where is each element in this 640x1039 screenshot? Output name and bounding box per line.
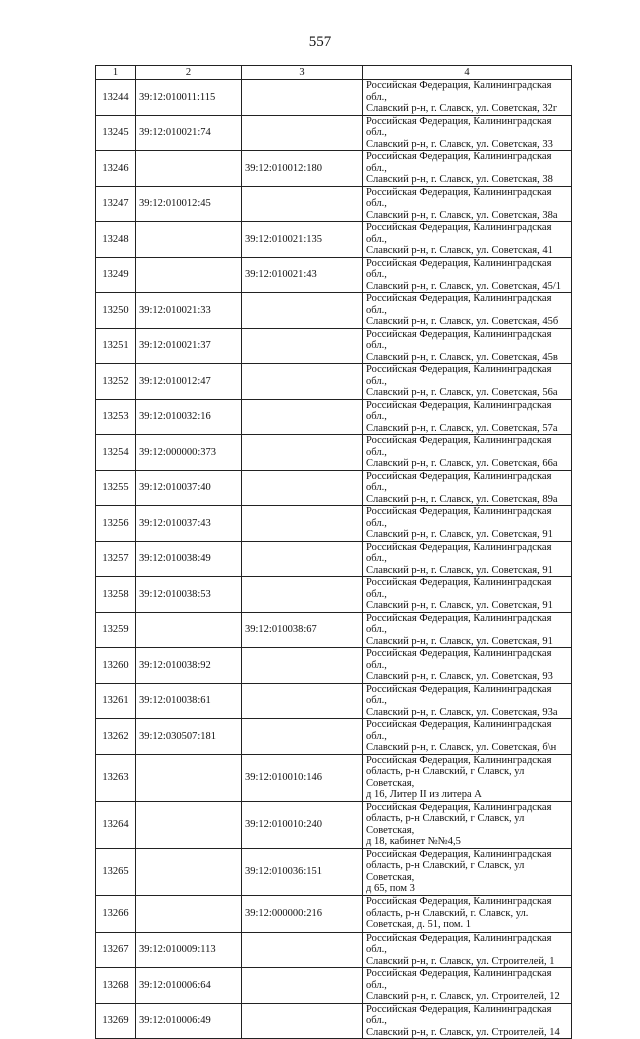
row-number-cell: 13251 — [96, 328, 136, 364]
header-col-1: 1 — [96, 66, 136, 80]
registry-table — [95, 65, 572, 1039]
row-number-cell: 13249 — [96, 257, 136, 293]
table-row — [96, 648, 572, 684]
table-row — [96, 399, 572, 435]
address-cell: Российская Федерация, Калининградская обл., Славский р-н, г. Славск, ул. Советская, 32г — [363, 80, 572, 116]
header-col-4: 4 — [363, 66, 572, 80]
cadastral-number-cell — [136, 222, 242, 258]
row-number-cell: 13247 — [96, 186, 136, 222]
address-cell: Российская Федерация, Калининградская обл., Славский р-н, г. Славск, ул. Советская, 91 — [363, 612, 572, 648]
related-cadastral-number-cell: 39:12:010010:146 — [242, 754, 363, 801]
related-cadastral-number-cell — [242, 506, 363, 542]
address-cell: Российская Федерация, Калининградская область, р-н Славский, г Славск, ул Советская, д 18, кабинет №№4,5 — [363, 801, 572, 848]
address-cell: Российская Федерация, Калининградская обл., Славский р-н, г. Славск, ул. Советская, 45/1 — [363, 257, 572, 293]
address-cell: Российская Федерация, Калининградская обл., Славский р-н, г. Славск, ул. Советская, 93 — [363, 648, 572, 684]
address-cell: Российская Федерация, Калининградская обл., Славский р-н, г. Славск, ул. Советская, 93а — [363, 683, 572, 719]
related-cadastral-number-cell — [242, 115, 363, 151]
related-cadastral-number-cell: 39:12:010021:135 — [242, 222, 363, 258]
address-cell: Российская Федерация, Калининградская обл., Славский р-н, г. Славск, ул. Советская, 56а — [363, 364, 572, 400]
table-row — [96, 683, 572, 719]
related-cadastral-number-cell — [242, 328, 363, 364]
address-cell: Российская Федерация, Калининградская обл., Славский р-н, г. Славск, ул. Советская, 38 — [363, 151, 572, 187]
table-row — [96, 115, 572, 151]
address-cell: Российская Федерация, Калининградская обл., Славский р-н, г. Славск, ул. Советская, 45в — [363, 328, 572, 364]
related-cadastral-number-cell — [242, 648, 363, 684]
cadastral-number-cell — [136, 848, 242, 895]
table-row — [96, 186, 572, 222]
row-number-cell: 13257 — [96, 541, 136, 577]
address-cell: Российская Федерация, Калининградская область, р-н Славский, г Славск, ул Советская, д 65, пом 3 — [363, 848, 572, 895]
table-row — [96, 1003, 572, 1039]
row-number-cell: 13268 — [96, 968, 136, 1004]
related-cadastral-number-cell — [242, 683, 363, 719]
table-row — [96, 435, 572, 471]
header-col-2: 2 — [136, 66, 242, 80]
row-number-cell: 13259 — [96, 612, 136, 648]
cadastral-number-cell: 39:12:010021:74 — [136, 115, 242, 151]
related-cadastral-number-cell — [242, 470, 363, 506]
table-row — [96, 754, 572, 801]
address-cell: Российская Федерация, Калининградская обл., Славский р-н, г. Славск, ул. Советская, 41 — [363, 222, 572, 258]
table-row — [96, 541, 572, 577]
row-number-cell: 13267 — [96, 932, 136, 968]
row-number-cell: 13258 — [96, 577, 136, 613]
address-cell: Российская Федерация, Калининградская обл., Славский р-н, г. Славск, ул. Строителей, 12 — [363, 968, 572, 1004]
table-row — [96, 328, 572, 364]
address-cell: Российская Федерация, Калининградская обл., Славский р-н, г. Славск, ул. Советская, 91 — [363, 577, 572, 613]
table-row — [96, 932, 572, 968]
header-row — [96, 66, 572, 80]
related-cadastral-number-cell — [242, 186, 363, 222]
header-col-3: 3 — [242, 66, 363, 80]
related-cadastral-number-cell — [242, 80, 363, 116]
row-number-cell: 13265 — [96, 848, 136, 895]
row-number-cell: 13254 — [96, 435, 136, 471]
cadastral-number-cell — [136, 801, 242, 848]
cadastral-number-cell: 39:12:010006:64 — [136, 968, 242, 1004]
related-cadastral-number-cell — [242, 364, 363, 400]
table-row — [96, 257, 572, 293]
address-cell: Российская Федерация, Калининградская область, р-н Славский, г. Славск, ул. Советская, д. 51, пом. 1 — [363, 895, 572, 932]
row-number-cell: 13262 — [96, 719, 136, 755]
cadastral-number-cell: 39:12:010038:53 — [136, 577, 242, 613]
cadastral-number-cell — [136, 151, 242, 187]
table-row — [96, 801, 572, 848]
related-cadastral-number-cell: 39:12:010021:43 — [242, 257, 363, 293]
cadastral-number-cell — [136, 257, 242, 293]
address-cell: Российская Федерация, Калининградская обл., Славский р-н, г. Славск, ул. Строителей, 14 — [363, 1003, 572, 1039]
address-cell: Российская Федерация, Калининградская обл., Славский р-н, г. Славск, ул. Советская, 66а — [363, 435, 572, 471]
table-row — [96, 968, 572, 1004]
cadastral-number-cell: 39:12:030507:181 — [136, 719, 242, 755]
table-row — [96, 577, 572, 613]
cadastral-number-cell — [136, 895, 242, 932]
page-number: 557 — [308, 34, 332, 50]
cadastral-number-cell: 39:12:010037:43 — [136, 506, 242, 542]
cadastral-number-cell: 39:12:010006:49 — [136, 1003, 242, 1039]
cadastral-number-cell: 39:12:010037:40 — [136, 470, 242, 506]
row-number-cell: 13255 — [96, 470, 136, 506]
related-cadastral-number-cell: 39:12:010038:67 — [242, 612, 363, 648]
cadastral-number-cell: 39:12:010009:113 — [136, 932, 242, 968]
cadastral-number-cell: 39:12:010011:115 — [136, 80, 242, 116]
row-number-cell: 13263 — [96, 754, 136, 801]
table-row — [96, 848, 572, 895]
cadastral-number-cell: 39:12:000000:373 — [136, 435, 242, 471]
related-cadastral-number-cell: 39:12:010036:151 — [242, 848, 363, 895]
table-row — [96, 80, 572, 116]
related-cadastral-number-cell: 39:12:010010:240 — [242, 801, 363, 848]
related-cadastral-number-cell — [242, 968, 363, 1004]
related-cadastral-number-cell — [242, 293, 363, 329]
related-cadastral-number-cell — [242, 577, 363, 613]
row-number-cell: 13250 — [96, 293, 136, 329]
address-cell: Российская Федерация, Калининградская обл., Славский р-н, г. Славск, ул. Советская, 33 — [363, 115, 572, 151]
row-number-cell: 13252 — [96, 364, 136, 400]
table-row — [96, 895, 572, 932]
address-cell: Российская Федерация, Калининградская обл., Славский р-н, г. Славск, ул. Советская, б\н — [363, 719, 572, 755]
table-body — [96, 80, 572, 1039]
row-number-cell: 13264 — [96, 801, 136, 848]
table-row — [96, 719, 572, 755]
related-cadastral-number-cell — [242, 435, 363, 471]
address-cell: Российская Федерация, Калининградская область, р-н Славский, г Славск, ул Советская, д 16, Литер II из литера А — [363, 754, 572, 801]
table-row — [96, 222, 572, 258]
table-row — [96, 151, 572, 187]
row-number-cell: 13261 — [96, 683, 136, 719]
row-number-cell: 13246 — [96, 151, 136, 187]
related-cadastral-number-cell: 39:12:010012:180 — [242, 151, 363, 187]
table-row — [96, 364, 572, 400]
row-number-cell: 13266 — [96, 895, 136, 932]
related-cadastral-number-cell — [242, 399, 363, 435]
address-cell: Российская Федерация, Калининградская обл., Славский р-н, г. Славск, ул. Советская, 45б — [363, 293, 572, 329]
cadastral-number-cell: 39:12:010038:49 — [136, 541, 242, 577]
row-number-cell: 13256 — [96, 506, 136, 542]
row-number-cell: 13260 — [96, 648, 136, 684]
row-number-cell: 13253 — [96, 399, 136, 435]
related-cadastral-number-cell: 39:12:000000:216 — [242, 895, 363, 932]
cadastral-number-cell: 39:12:010021:33 — [136, 293, 242, 329]
cadastral-number-cell — [136, 754, 242, 801]
related-cadastral-number-cell — [242, 541, 363, 577]
cadastral-number-cell: 39:12:010038:92 — [136, 648, 242, 684]
table-row — [96, 506, 572, 542]
address-cell: Российская Федерация, Калининградская обл., Славский р-н, г. Славск, ул. Советская, 38а — [363, 186, 572, 222]
table-row — [96, 612, 572, 648]
address-cell: Российская Федерация, Калининградская обл., Славский р-н, г. Славск, ул. Советская, 89а — [363, 470, 572, 506]
row-number-cell: 13244 — [96, 80, 136, 116]
cadastral-number-cell — [136, 612, 242, 648]
cadastral-number-cell: 39:12:010012:47 — [136, 364, 242, 400]
address-cell: Российская Федерация, Калининградская обл., Славский р-н, г. Славск, ул. Советская, 91 — [363, 506, 572, 542]
address-cell: Российская Федерация, Калининградская обл., Славский р-н, г. Славск, ул. Советская, 91 — [363, 541, 572, 577]
related-cadastral-number-cell — [242, 719, 363, 755]
table-row — [96, 470, 572, 506]
related-cadastral-number-cell — [242, 932, 363, 968]
address-cell: Российская Федерация, Калининградская обл., Славский р-н, г. Славск, ул. Советская, 57а — [363, 399, 572, 435]
row-number-cell: 13245 — [96, 115, 136, 151]
row-number-cell: 13269 — [96, 1003, 136, 1039]
cadastral-number-cell: 39:12:010012:45 — [136, 186, 242, 222]
cadastral-number-cell: 39:12:010021:37 — [136, 328, 242, 364]
table-row — [96, 293, 572, 329]
row-number-cell: 13248 — [96, 222, 136, 258]
cadastral-number-cell: 39:12:010032:16 — [136, 399, 242, 435]
related-cadastral-number-cell — [242, 1003, 363, 1039]
cadastral-number-cell: 39:12:010038:61 — [136, 683, 242, 719]
address-cell: Российская Федерация, Калининградская обл., Славский р-н, г. Славск, ул. Строителей, 1 — [363, 932, 572, 968]
